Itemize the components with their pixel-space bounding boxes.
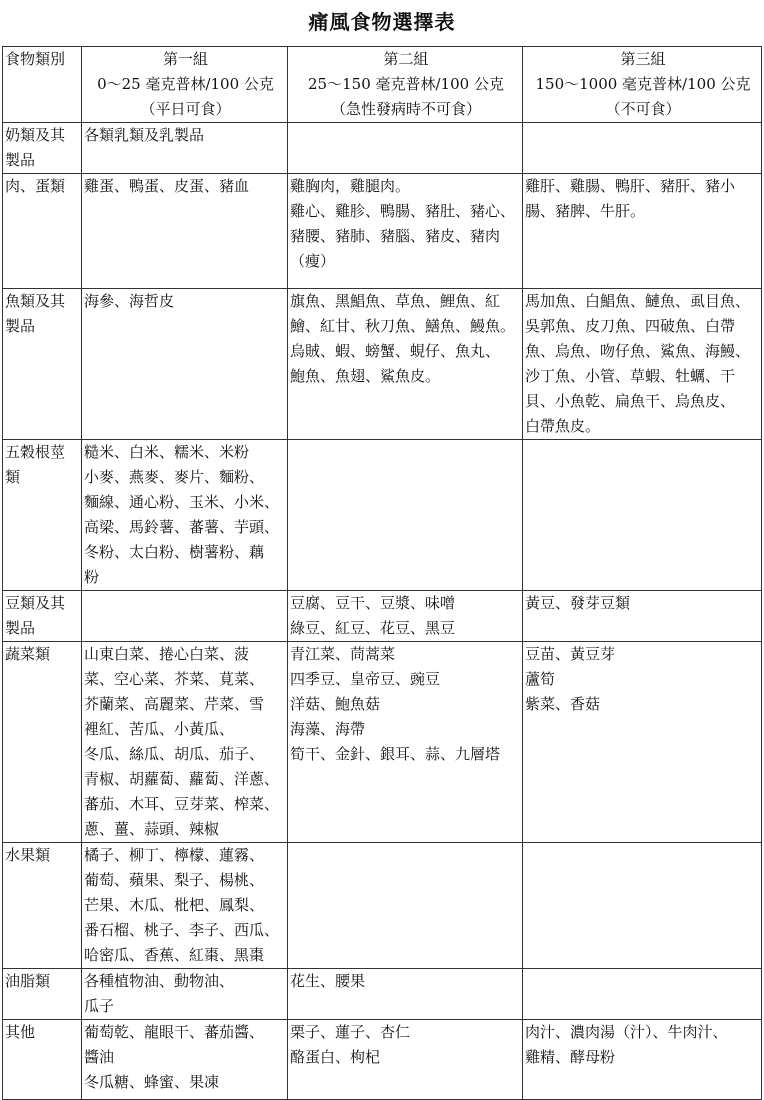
header-group3-range: 150～1000 毫克普林/100 公克 [535,75,751,93]
cell-group2-line: 豆腐、豆干、豆漿、味噌 [290,594,456,612]
cell-category-line: 魚類及其 [5,292,66,310]
cell-group3-line: 馬加魚、白鯧魚、鰱魚、虱目魚、 [525,292,751,310]
cell-group1 [82,969,288,1020]
cell-group1-line: 醬油 [84,1048,115,1066]
table-row [3,1020,762,1100]
cell-group2-line: 鱠、紅甘、秋刀魚、鱔魚、鰻魚。 [290,317,516,335]
table-row [3,289,762,440]
cell-category-line: 奶類及其 [5,126,66,144]
cell-group3 [523,123,762,174]
cell-category-line: 其他 [5,1023,36,1041]
header-group2 [288,47,523,123]
cell-group2-line: 雞心、雞胗、鴨腸、豬肚、豬心、 [290,202,516,220]
cell-group1-line: 裡紅、苦瓜、小黃瓜、 [84,720,235,738]
cell-group1-line: 山東白菜、捲心白菜、菠 [84,645,250,663]
cell-group1-line: 芥蘭菜、高麗菜、芹菜、雪 [84,695,265,713]
header-group1-title: 第一組 [162,50,208,68]
cell-group1-line: 葡萄乾、龍眼干、蕃茄醬、 [84,1023,265,1041]
cell-group1-line: 高梁、馬鈴薯、蕃薯、芋頭、 [84,518,280,536]
cell-group3-line: 雞肝、雞腸、鴨肝、豬肝、豬小 [525,177,736,195]
gout-food-table [2,46,762,1100]
cell-group1-line: 冬瓜糖、蜂蜜、果凍 [84,1073,220,1091]
header-group3-note: （不可食） [605,100,681,118]
cell-group2 [288,843,523,969]
cell-group3-line: 腸、豬脾、牛肝。 [525,202,646,220]
cell-group2-line: 筍干、金針、銀耳、蒜、九層塔 [290,745,501,763]
table-row [3,642,762,843]
cell-category [3,1020,82,1100]
table-row [3,440,762,591]
cell-group1-line: 各種植物油、動物油、 [84,972,235,990]
cell-group1-line: 葡萄、蘋果、梨子、楊桃、 [84,871,265,889]
cell-group1 [82,123,288,174]
cell-group1-line: 雞蛋、鴨蛋、皮蛋、豬血 [84,177,250,195]
cell-category-line: 油脂類 [5,972,51,990]
header-group1-range: 0～25 毫克普林/100 公克 [97,75,274,93]
cell-group1 [82,440,288,591]
cell-group1 [82,591,288,642]
cell-group3-line: 紫菜、香菇 [525,695,601,713]
header-group3-title: 第三組 [620,50,666,68]
cell-group1 [82,1020,288,1100]
cell-group2-line: （瘦） [290,252,336,270]
cell-category-line: 製品 [5,619,36,637]
header-category [3,47,82,123]
cell-group2-line: 海藻、海帶 [290,720,366,738]
cell-group2 [288,642,523,843]
cell-group1-line: 冬粉、太白粉、樹薯粉、藕 [84,543,265,561]
header-group2-range: 25～150 毫克普林/100 公克 [308,75,504,93]
cell-category-line: 豆類及其 [5,594,66,612]
cell-category [3,123,82,174]
table-row [3,843,762,969]
cell-category [3,591,82,642]
header-group1-note: （平日可食） [140,100,231,118]
cell-group2-line: 洋菇、鮑魚菇 [290,695,381,713]
cell-group1 [82,642,288,843]
cell-group1-line: 粉 [84,568,100,586]
cell-group1-line: 冬瓜、絲瓜、胡瓜、茄子、 [84,745,265,763]
cell-group2-line: 烏賊、蝦、螃蟹、蜆仔、魚丸、 [290,342,501,360]
cell-group2-line: 四季豆、皇帝豆、豌豆 [290,670,441,688]
table-row [3,123,762,174]
cell-group1-line: 各類乳類及乳製品 [84,126,205,144]
cell-group2-line: 青江菜、茼蒿菜 [290,645,396,663]
cell-category-line: 蔬菜類 [5,645,51,663]
cell-group1-line: 蔥、薑、蒜頭、辣椒 [84,820,220,838]
cell-group1-line: 瓜子 [84,997,115,1015]
cell-group1 [82,174,288,289]
cell-category [3,843,82,969]
cell-group2 [288,1020,523,1100]
table-header-row [3,47,762,123]
cell-group3 [523,174,762,289]
cell-group3-line: 雞精、酵母粉 [525,1048,616,1066]
header-category-label: 食物類別 [5,50,66,68]
cell-group1 [82,843,288,969]
table-row [3,174,762,289]
cell-group3 [523,642,762,843]
cell-group1-line: 芒果、木瓜、枇杷、鳳梨、 [84,896,265,914]
cell-group1-line: 海參、海哲皮 [84,292,175,310]
cell-category [3,440,82,591]
cell-group1-line: 小麥、燕麥、麥片、麵粉、 [84,468,265,486]
cell-category-line: 五穀根莖 [5,443,66,461]
cell-group2 [288,591,523,642]
header-group2-title: 第二組 [383,50,429,68]
cell-group2 [288,174,523,289]
cell-group3-line: 魚、烏魚、吻仔魚、鯊魚、海鰻、 [525,342,751,360]
cell-group3 [523,591,762,642]
cell-group1-line: 蕃茄、木耳、豆芽菜、榨菜、 [84,795,280,813]
cell-category-line: 製品 [5,317,36,335]
cell-group2 [288,440,523,591]
cell-category-line: 水果類 [5,846,51,864]
cell-group2 [288,123,523,174]
table-row [3,591,762,642]
cell-group3 [523,1020,762,1100]
cell-group3 [523,289,762,440]
cell-group3-line: 蘆筍 [525,670,556,688]
document-title: 痛風食物選擇表 [308,10,456,34]
cell-group3 [523,843,762,969]
cell-group2-line: 花生、腰果 [290,972,366,990]
cell-category-line: 製品 [5,151,36,169]
cell-category-line: 肉、蛋類 [5,177,66,195]
cell-group2-line: 豬腰、豬肺、豬腦、豬皮、豬肉 [290,227,501,245]
cell-group3-line: 貝、小魚乾、扁魚干、烏魚皮、 [525,392,736,410]
cell-group3-line: 豆苗、黃豆芽 [525,645,616,663]
cell-group3-line: 沙丁魚、小管、草蝦、牡蠣、干 [525,367,736,385]
cell-group2-line: 旗魚、黑鯧魚、草魚、鯉魚、紅 [290,292,501,310]
cell-group1 [82,289,288,440]
cell-group1-line: 橘子、柳丁、檸檬、蓮霧、 [84,846,265,864]
cell-group1-line: 青椒、胡蘿蔔、蘿蔔、洋蔥、 [84,770,280,788]
header-group3 [523,47,762,123]
cell-group3-line: 白帶魚皮。 [525,417,601,435]
cell-category [3,969,82,1020]
cell-category [3,642,82,843]
cell-group1-line: 糙米、白米、糯米、米粉 [84,443,250,461]
cell-group2-line: 雞胸肉，雞腿肉。 [290,177,411,195]
cell-group3-line: 吳郭魚、皮刀魚、四破魚、白帶 [525,317,736,335]
cell-category [3,289,82,440]
cell-group2 [288,289,523,440]
cell-group3 [523,440,762,591]
cell-group2-line: 綠豆、紅豆、花豆、黑豆 [290,619,456,637]
header-group1 [82,47,288,123]
cell-group1-line: 番石榴、桃子、李子、西瓜、 [84,921,280,939]
cell-group2 [288,969,523,1020]
cell-group2-line: 鮑魚、魚翅、鯊魚皮。 [290,367,441,385]
cell-group1-line: 麵線、通心粉、玉米、小米、 [84,493,280,511]
cell-group3 [523,969,762,1020]
cell-category-line: 類 [5,468,21,486]
cell-group1-line: 哈密瓜、香蕉、紅棗、黑棗 [84,946,265,964]
cell-category [3,174,82,289]
cell-group3-line: 肉汁、濃肉湯（汁）、牛肉汁、 [525,1023,728,1041]
header-group2-note: （急性發病時不可食） [330,100,481,118]
cell-group2-line: 酪蛋白、枸杞 [290,1048,381,1066]
cell-group2-line: 栗子、蓮子、杏仁 [290,1023,411,1041]
cell-group1-line: 菜、空心菜、芥菜、莧菜、 [84,670,265,688]
table-row [3,969,762,1020]
cell-group3-line: 黃豆、發芽豆類 [525,594,631,612]
